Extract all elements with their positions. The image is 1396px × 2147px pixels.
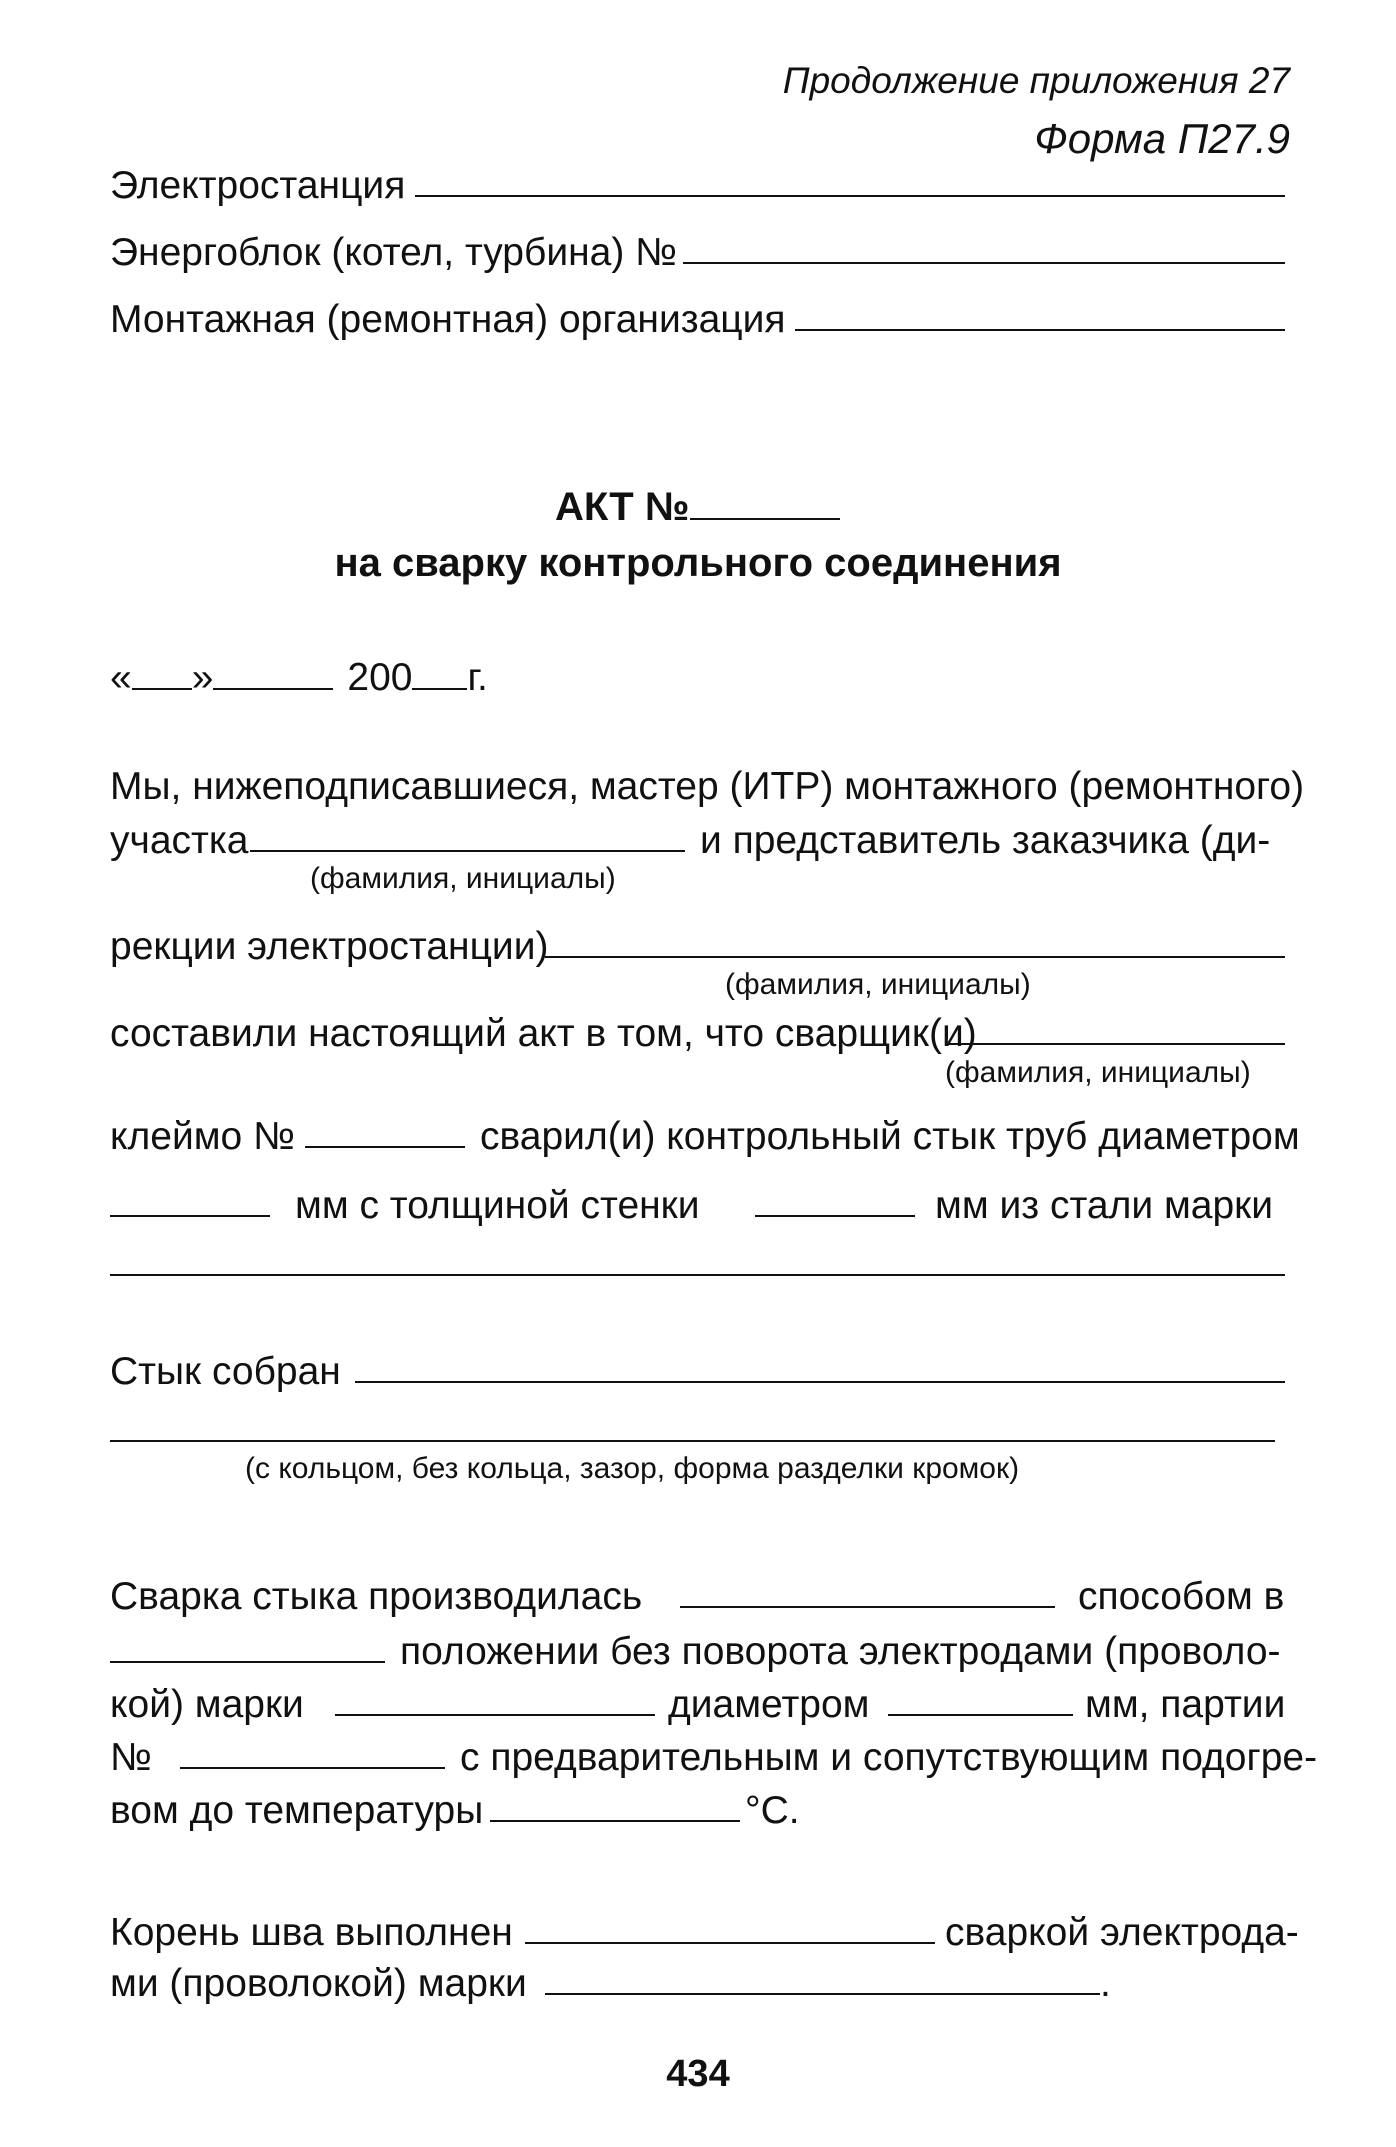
caption-joint: (с кольцом, без кольца, зазор, форма разделки кромок)	[245, 1452, 1020, 1485]
steel-grade-blank[interactable]	[110, 1274, 1285, 1276]
date-open-quote: «	[110, 656, 132, 699]
w3-b: диаметром	[668, 1683, 870, 1726]
directorate-blank[interactable]	[545, 956, 1285, 958]
stamp-blank[interactable]	[305, 1146, 465, 1148]
date-year: 200	[347, 656, 413, 699]
p1-line6-a: мм с толщиной стенки	[295, 1184, 700, 1227]
batch-blank[interactable]	[180, 1767, 445, 1769]
section-blank[interactable]	[250, 850, 685, 852]
electrode-diameter-blank[interactable]	[888, 1714, 1073, 1716]
caption-name-3: (фамилия, инициалы)	[945, 1056, 1251, 1089]
welding-method-blank[interactable]	[680, 1606, 1055, 1608]
root-grade-blank[interactable]	[545, 1993, 1100, 1995]
caption-name-1: (фамилия, инициалы)	[310, 862, 616, 895]
p1-line5-a: клеймо №	[110, 1115, 295, 1158]
p1-line4: составили настоящий акт в том, что сварщик(и)	[110, 1012, 977, 1055]
date-close-quote: »	[191, 656, 214, 699]
p1-line6-b: мм из стали марки	[935, 1184, 1273, 1227]
unit-blank[interactable]	[683, 262, 1285, 264]
wall-thickness-blank[interactable]	[755, 1215, 915, 1217]
w4-b: с предварительным и сопутствующим подогре-	[460, 1736, 1318, 1779]
r1-b: сваркой электрода-	[945, 1911, 1299, 1954]
electrode-grade-blank[interactable]	[335, 1714, 655, 1716]
date-day-blank[interactable]	[132, 658, 192, 690]
unit-label: Энергоблок (котел, турбина) №	[110, 231, 678, 274]
date-year-blank[interactable]	[412, 658, 467, 690]
p1-line1: Мы, нижеподписавшиеся, мастер (ИТР) монтажного (ремонтного)	[110, 765, 1305, 808]
r2: ми (проволокой) марки	[110, 1962, 527, 2005]
org-label: Монтажная (ремонтная) организация	[110, 298, 786, 341]
root-method-blank[interactable]	[525, 1942, 935, 1944]
page-number: 434	[666, 2053, 730, 2095]
welder-blank[interactable]	[945, 1043, 1285, 1045]
form-label: Форма П27.9	[1034, 115, 1290, 162]
joint-blank-2[interactable]	[110, 1440, 1275, 1442]
continuation-note: Продолжение приложения 27	[782, 60, 1290, 101]
w2: положении без поворота электродами (проволо-	[400, 1630, 1281, 1673]
joint-blank-1[interactable]	[355, 1381, 1285, 1383]
w5-a: вом до температуры	[110, 1789, 484, 1832]
w1-a: Сварка стыка производилась	[110, 1575, 643, 1618]
date-line	[110, 658, 488, 697]
p1-line2-a: участка	[110, 819, 249, 862]
act-subtitle: на сварку контрольного соединения	[334, 541, 1062, 585]
act-title: АКТ №	[555, 485, 690, 529]
org-blank[interactable]	[795, 329, 1285, 331]
diameter-blank[interactable]	[110, 1215, 270, 1217]
act-number-blank[interactable]	[690, 518, 840, 520]
w5-b: °С.	[745, 1789, 800, 1832]
temperature-blank[interactable]	[490, 1820, 740, 1822]
station-label: Электростанция	[110, 164, 406, 207]
station-blank[interactable]	[415, 195, 1285, 197]
position-blank[interactable]	[110, 1661, 385, 1663]
w4-a: №	[110, 1736, 152, 1779]
caption-name-2: (фамилия, инициалы)	[725, 968, 1031, 1001]
w1-b: способом в	[1078, 1575, 1285, 1618]
date-suffix: г.	[467, 656, 488, 699]
p1-line3: рекции электростанции)	[110, 925, 549, 968]
date-month-blank[interactable]	[213, 658, 333, 690]
w3-c: мм, партии	[1085, 1683, 1286, 1726]
p1-line5-b: сварил(и) контрольный стык труб диаметром	[480, 1115, 1300, 1158]
p1-line2-b: и представитель заказчика (ди-	[700, 819, 1271, 862]
joint-label: Стык собран	[110, 1350, 341, 1393]
r2-end: .	[1100, 1962, 1111, 2005]
r1-a: Корень шва выполнен	[110, 1911, 513, 1954]
w3-a: кой) марки	[110, 1683, 304, 1726]
